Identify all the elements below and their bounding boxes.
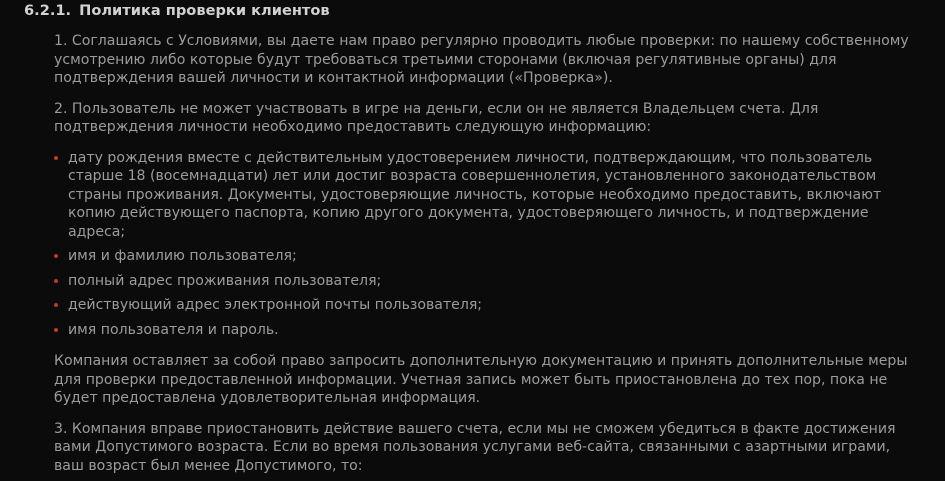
list-item-text: имя и фамилию пользователя; (68, 248, 297, 264)
list-item-text: имя пользователя и пароль. (68, 321, 279, 338)
paragraph-account-owner: 2. Пользователь не может участвовать в игре на деньги, если он не является Владельцем счета. Для подтверждения личности необходимо предоставить следующую информацию: (54, 100, 819, 135)
bullet-icon (54, 303, 58, 307)
list-item (54, 149, 914, 242)
bullet-icon (54, 254, 58, 258)
list-item (54, 247, 914, 266)
list-item-text: полный адрес проживания пользователя; (68, 272, 382, 289)
list-item (54, 272, 914, 291)
list-item (54, 296, 914, 315)
list-item (54, 321, 914, 340)
paragraph-additional-docs: Компания оставляет за собой право запросить дополнительную документацию и принять дополнительные меры для проверки предоставленной информации. Учетная запись может быть приостановлена до тех пор, пока не будет предоставлена удовлетворительная информация. (54, 353, 908, 406)
paragraph-age-suspension: 3. Компания вправе приостановить действие вашего счета, если мы не сможем убедиться в факте достижения вами Допустимого возраста. Если во время пользования услугами веб-сайта, связанными с азартными играми, ваш возраст был менее Допустимого, то: (54, 420, 896, 474)
section-heading (24, 1, 330, 21)
section-title: Политика проверки клиентов (79, 2, 330, 19)
bullet-icon (54, 328, 58, 332)
paragraph-consent: 1. Соглашаясь с Условиями, вы даете нам право регулярно проводить любые проверки: по нашему собственному усмотрению либо которые будут требоваться третьими сторонами (включая регулятивные органы) для подтверждения вашей личности и контактной информации («Проверка»). (54, 33, 909, 86)
section-body (54, 32, 914, 481)
section-number: 6.2.1. (24, 2, 72, 19)
bullet-icon (54, 279, 58, 283)
bullet-icon (54, 156, 58, 160)
required-info-list (54, 149, 914, 340)
list-item-text: действующий адрес электронной почты пользователя; (68, 297, 483, 313)
list-item-text: дату рождения вместе с действительным удостоверением личности, подтверждающим, что пользователь старше 18 (восемнадцати) лет или достиг возраста совершеннолетия, установленного законодательством страны проживания. Документы, удостоверяющие личность, которые необходимо предоставить, включают копию действующего паспорта, копию другого документа, удостоверяющего личность, и подтверждение адреса; (68, 149, 882, 240)
